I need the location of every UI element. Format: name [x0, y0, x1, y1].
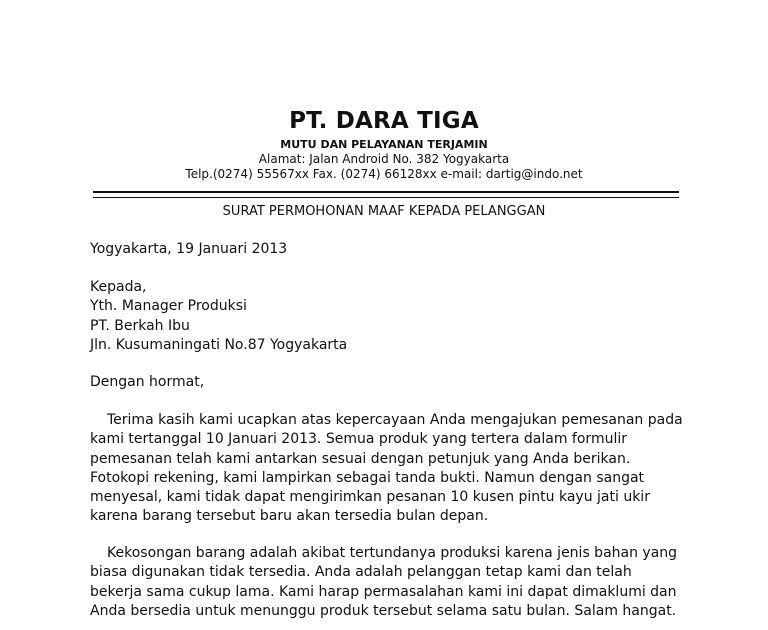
greeting: Dengan hormat,	[90, 374, 205, 390]
company-contact: Telp.(0274) 55567xx Fax. (0274) 66128xx e-mail: dartig@indo.net	[185, 167, 583, 181]
company-address: Alamat: Jalan Android No. 382 Yogyakarta	[258, 152, 510, 166]
recipient-line: PT. Berkah Ibu	[90, 317, 190, 334]
letterhead-divider-thick	[93, 191, 679, 193]
paragraph-2	[90, 544, 677, 621]
paragraph-line: Terima kasih kami ucapkan atas kepercayaan Anda mengajukan pemesanan pada	[107, 412, 683, 428]
recipient-line: Yth. Manager Produksi	[90, 298, 247, 315]
paragraph-line: kami tertanggal 10 Januari 2013. Semua produk yang tertera dalam formulir	[90, 431, 627, 448]
paragraph-1	[90, 411, 683, 527]
paragraph-line: Kekosongan barang adalah akibat tertundanya produksi karena jenis bahan yang	[107, 545, 678, 561]
paragraph-line: pemesanan telah kami antarkan sesuai dengan petunjuk yang Anda berikan.	[90, 450, 631, 467]
company-tagline: MUTU DAN PELAYANAN TERJAMIN	[280, 138, 488, 151]
recipient-line: Jln. Kusumaningati No.87 Yogyakarta	[90, 336, 348, 353]
letter-subject: SURAT PERMOHONAN MAAF KEPADA PELANGGAN	[222, 204, 546, 219]
paragraph-line: karena barang tersebut baru akan tersedia bulan depan.	[90, 508, 489, 525]
letterhead-divider-thin	[93, 197, 679, 198]
paragraph-line: Anda bersedia untuk menunggu produk tersebut selama satu bulan. Salam hangat.	[90, 602, 677, 619]
paragraph-line: Fotokopi rekening, kami lampirkan sebagai tanda bukti. Namun dengan sangat	[90, 469, 645, 486]
company-name: PT. DARA TIGA	[289, 108, 479, 134]
letter-date: Yogyakarta, 19 Januari 2013	[90, 241, 288, 257]
recipient-line: Kepada,	[90, 279, 147, 295]
recipient-block	[90, 278, 347, 355]
paragraph-line: menyesal, kami tidak dapat mengirimkan pesanan 10 kusen pintu kayu jati ukir	[90, 489, 650, 506]
paragraph-line: bekerja sama cukup lama. Kami harap permasalahan kami ini dapat dimaklumi dan	[90, 583, 677, 600]
paragraph-line: biasa digunakan tidak tersedia. Anda adalah pelanggan tetap kami dan telah	[90, 564, 632, 581]
